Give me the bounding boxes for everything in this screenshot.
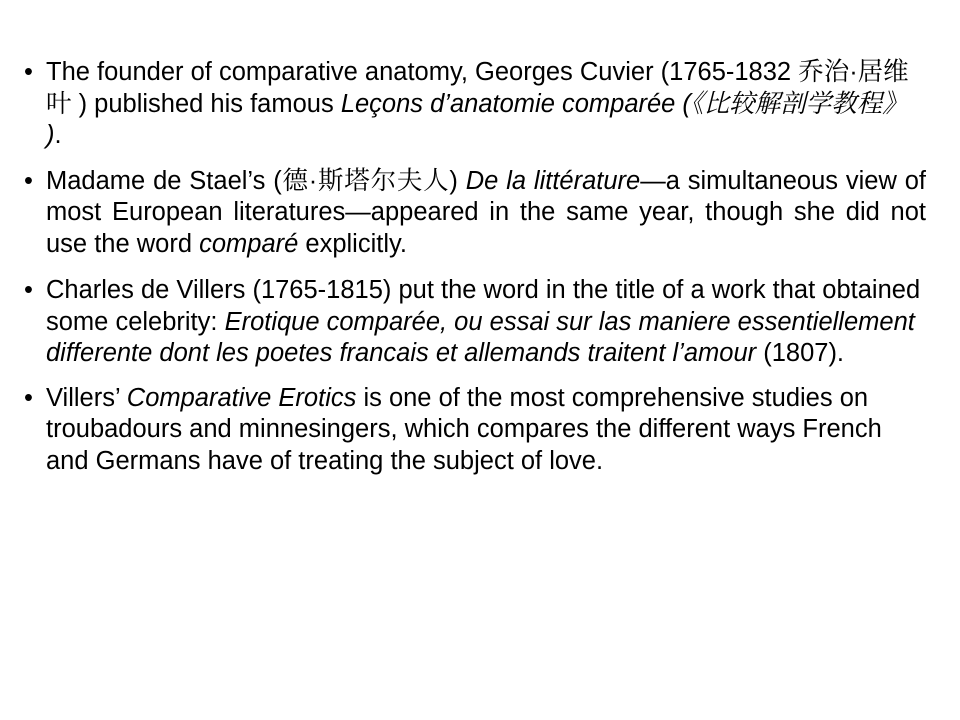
bullet-text-segment: is one of the most comprehensive studies on troubadours and minnesingers, which compares the different ways French and Germans have of treating the subject of love. <box>46 383 882 475</box>
bullet-list <box>24 57 927 489</box>
book-title-italic: Erotique comparée, ou essai sur las maniere essentiellement differente dont les poetes francais et allemands traitent l’amour <box>46 307 915 367</box>
bullet-dot: • <box>24 383 33 412</box>
book-title-italic: Leçons d’anatomie comparée (《比较解剖学教程》 ) <box>46 89 908 149</box>
bullet-text-segment: explicitly. <box>298 229 407 258</box>
bullet-dot: • <box>24 276 33 304</box>
word-italic: comparé <box>199 229 299 258</box>
bullet-item-villers-title <box>24 275 926 370</box>
bullet-text-segment: Villers’ <box>46 383 127 412</box>
bullet-text-segment: —a simultaneous view of most European literatures—appeared in the same year, though she did not use the word <box>46 166 927 258</box>
bullet-text-segment: The founder of comparative anatomy, Georges Cuvier (1765-1832 乔治·居维叶 ) published his famous <box>46 58 909 118</box>
bullet-item-cuvier <box>24 57 926 152</box>
bullet-text-segment: (1807). <box>756 339 845 367</box>
bullet-dot: • <box>24 166 33 195</box>
bullet-item-stael <box>24 166 927 261</box>
bullet-item-villers-erotics <box>24 383 926 478</box>
bullet-text-segment: Charles de Villers (1765-1815) put the word in the title of a work that obtained some celebrity: <box>46 276 921 336</box>
book-title-italic: Comparative Erotics <box>126 383 357 412</box>
bullet-dot: • <box>24 58 33 86</box>
bullet-text-segment: Madame de Stael’s (德·斯塔尔夫人) <box>46 166 466 195</box>
book-title-italic: De la littérature <box>465 166 641 195</box>
bullet-text-segment: . <box>54 121 62 149</box>
